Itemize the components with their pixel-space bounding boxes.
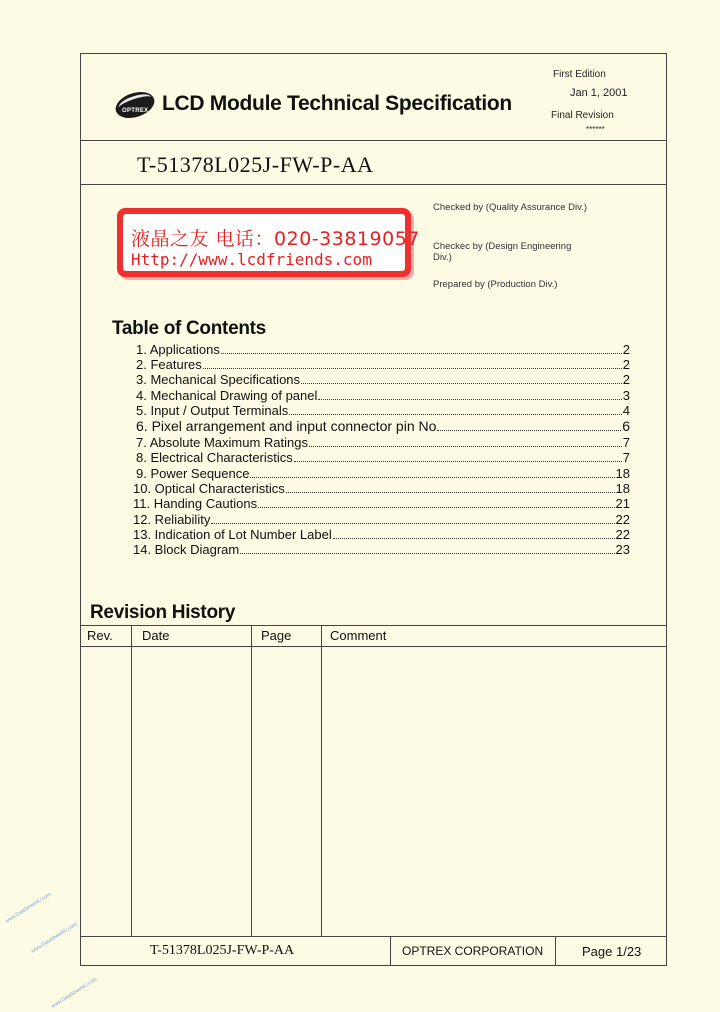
revision-label: Final Revision — [551, 110, 614, 121]
toc-item[interactable]: 13. Indication of Lot Number Label 22 — [133, 527, 630, 542]
header-rule — [81, 140, 666, 141]
toc-item[interactable]: 5. Input / Output Terminals 4 — [136, 403, 630, 418]
footer-divider — [555, 937, 556, 965]
footer-model: T-51378L025J-FW-P-AA — [150, 943, 295, 958]
toc-item[interactable]: 2. Features 2 — [136, 357, 630, 372]
stamp-phone-line: 液晶之友 电话：020-33819057 — [131, 228, 420, 250]
footer-page: Page 1/23 — [582, 944, 642, 959]
model-number: T-51378L025J-FW-P-AA — [137, 152, 374, 177]
toc-item[interactable]: 8. Electrical Characteristics 7 — [136, 450, 630, 465]
toc-item[interactable]: 1. Applications 2 — [136, 342, 630, 357]
column-divider — [251, 626, 252, 937]
prepared-by: Prepared by (Production Div.) — [433, 279, 558, 290]
toc-item[interactable]: 11. Handing Cautions 21 — [133, 496, 630, 511]
checked-design: Checkec by (Design Engineering — [433, 241, 572, 252]
toc-title: Table of Contents — [112, 318, 266, 339]
checked-design-cont: Div.) — [433, 252, 452, 263]
header-page: Page — [261, 628, 292, 643]
revision-mark: ****** — [586, 125, 605, 134]
edition-label: First Edition — [553, 69, 606, 80]
stamp-url-line: Http://www.lcdfriends.com — [131, 250, 372, 269]
edition-date: Jan 1, 2001 — [570, 87, 628, 99]
footer-divider — [390, 937, 391, 965]
lcdfriends-stamp — [117, 208, 420, 277]
header-comment: Comment — [330, 628, 387, 643]
watermark: www.DataSheet4U.com — [50, 976, 99, 1010]
toc-item[interactable]: 4. Mechanical Drawing of panel 3 — [136, 388, 630, 403]
toc-item[interactable]: 9. Power Sequence 18 — [136, 466, 630, 481]
revision-history-title: Revision History — [90, 602, 236, 623]
toc-item[interactable]: 6. Pixel arrangement and input connector pin No 6 — [136, 418, 630, 434]
document-title: LCD Module Technical Specification — [162, 92, 512, 115]
toc-item[interactable]: 7. Absolute Maximum Ratings 7 — [136, 435, 630, 450]
column-divider — [321, 626, 322, 937]
toc-item[interactable]: 3. Mechanical Specifications 2 — [136, 372, 630, 387]
toc-item[interactable]: 12. Reliability 22 — [133, 512, 630, 527]
footer-company: OPTREX CORPORATION — [402, 944, 544, 958]
toc-item[interactable]: 14. Block Diagram 23 — [133, 542, 630, 557]
checked-qa: Checked by (Quality Assurance Div.) — [433, 202, 587, 213]
revision-table — [81, 625, 666, 937]
watermark: www.DataSheet4U.com — [30, 921, 79, 955]
optrex-logo: OPTREX — [112, 87, 157, 122]
model-rule — [81, 184, 666, 185]
stamp-inner — [123, 214, 420, 271]
header-date: Date — [142, 628, 170, 643]
toc-item[interactable]: 10. Optical Characteristics 18 — [133, 481, 630, 496]
watermark: www.DataSheet4U.com — [4, 891, 53, 925]
column-divider — [131, 626, 132, 937]
header-rev: Rev. — [87, 628, 113, 643]
